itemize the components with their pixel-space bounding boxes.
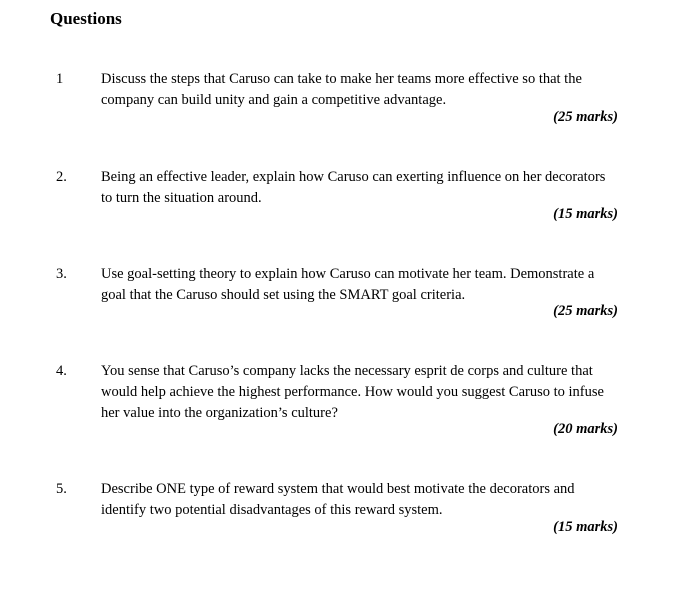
question-line: Discuss the steps that Caruso can take to make her teams more effective so that the	[101, 71, 582, 87]
page-heading: Questions	[50, 9, 122, 28]
question-line: company can build unity and gain a competitive advantage.	[101, 92, 447, 108]
question-line: to turn the situation around.	[101, 190, 262, 206]
question-marks: (25 marks)	[553, 303, 618, 319]
question-marks: (25 marks)	[553, 109, 618, 125]
question-marks: (20 marks)	[553, 421, 618, 437]
question-line: Being an effective leader, explain how Caruso can exerting influence on her decorators	[101, 169, 606, 185]
question-line: You sense that Caruso’s company lacks the necessary esprit de corps and culture that	[101, 363, 593, 379]
question-line: Use goal-setting theory to explain how Caruso can motivate her team. Demonstrate a	[101, 266, 595, 282]
question-number: 3.	[56, 266, 67, 282]
question-line: would help achieve the highest performance. How would you suggest Caruso to infuse	[101, 384, 604, 400]
question-number: 1	[56, 71, 64, 87]
question-marks: (15 marks)	[553, 206, 618, 222]
question-number: 2.	[56, 169, 67, 185]
question-text	[101, 69, 631, 111]
question-text	[101, 479, 631, 521]
question-line: Describe ONE type of reward system that would best motivate the decorators and	[101, 481, 575, 497]
question-number: 5.	[56, 481, 67, 497]
question-text	[101, 264, 631, 306]
question-marks: (15 marks)	[553, 519, 618, 535]
question-number: 4.	[56, 363, 67, 379]
question-text	[101, 167, 631, 209]
question-line: identify two potential disadvantages of this reward system.	[101, 502, 443, 518]
question-line: her value into the organization’s culture?	[101, 405, 338, 421]
question-text	[101, 361, 631, 424]
question-line: goal that the Caruso should set using the SMART goal criteria.	[101, 287, 466, 303]
